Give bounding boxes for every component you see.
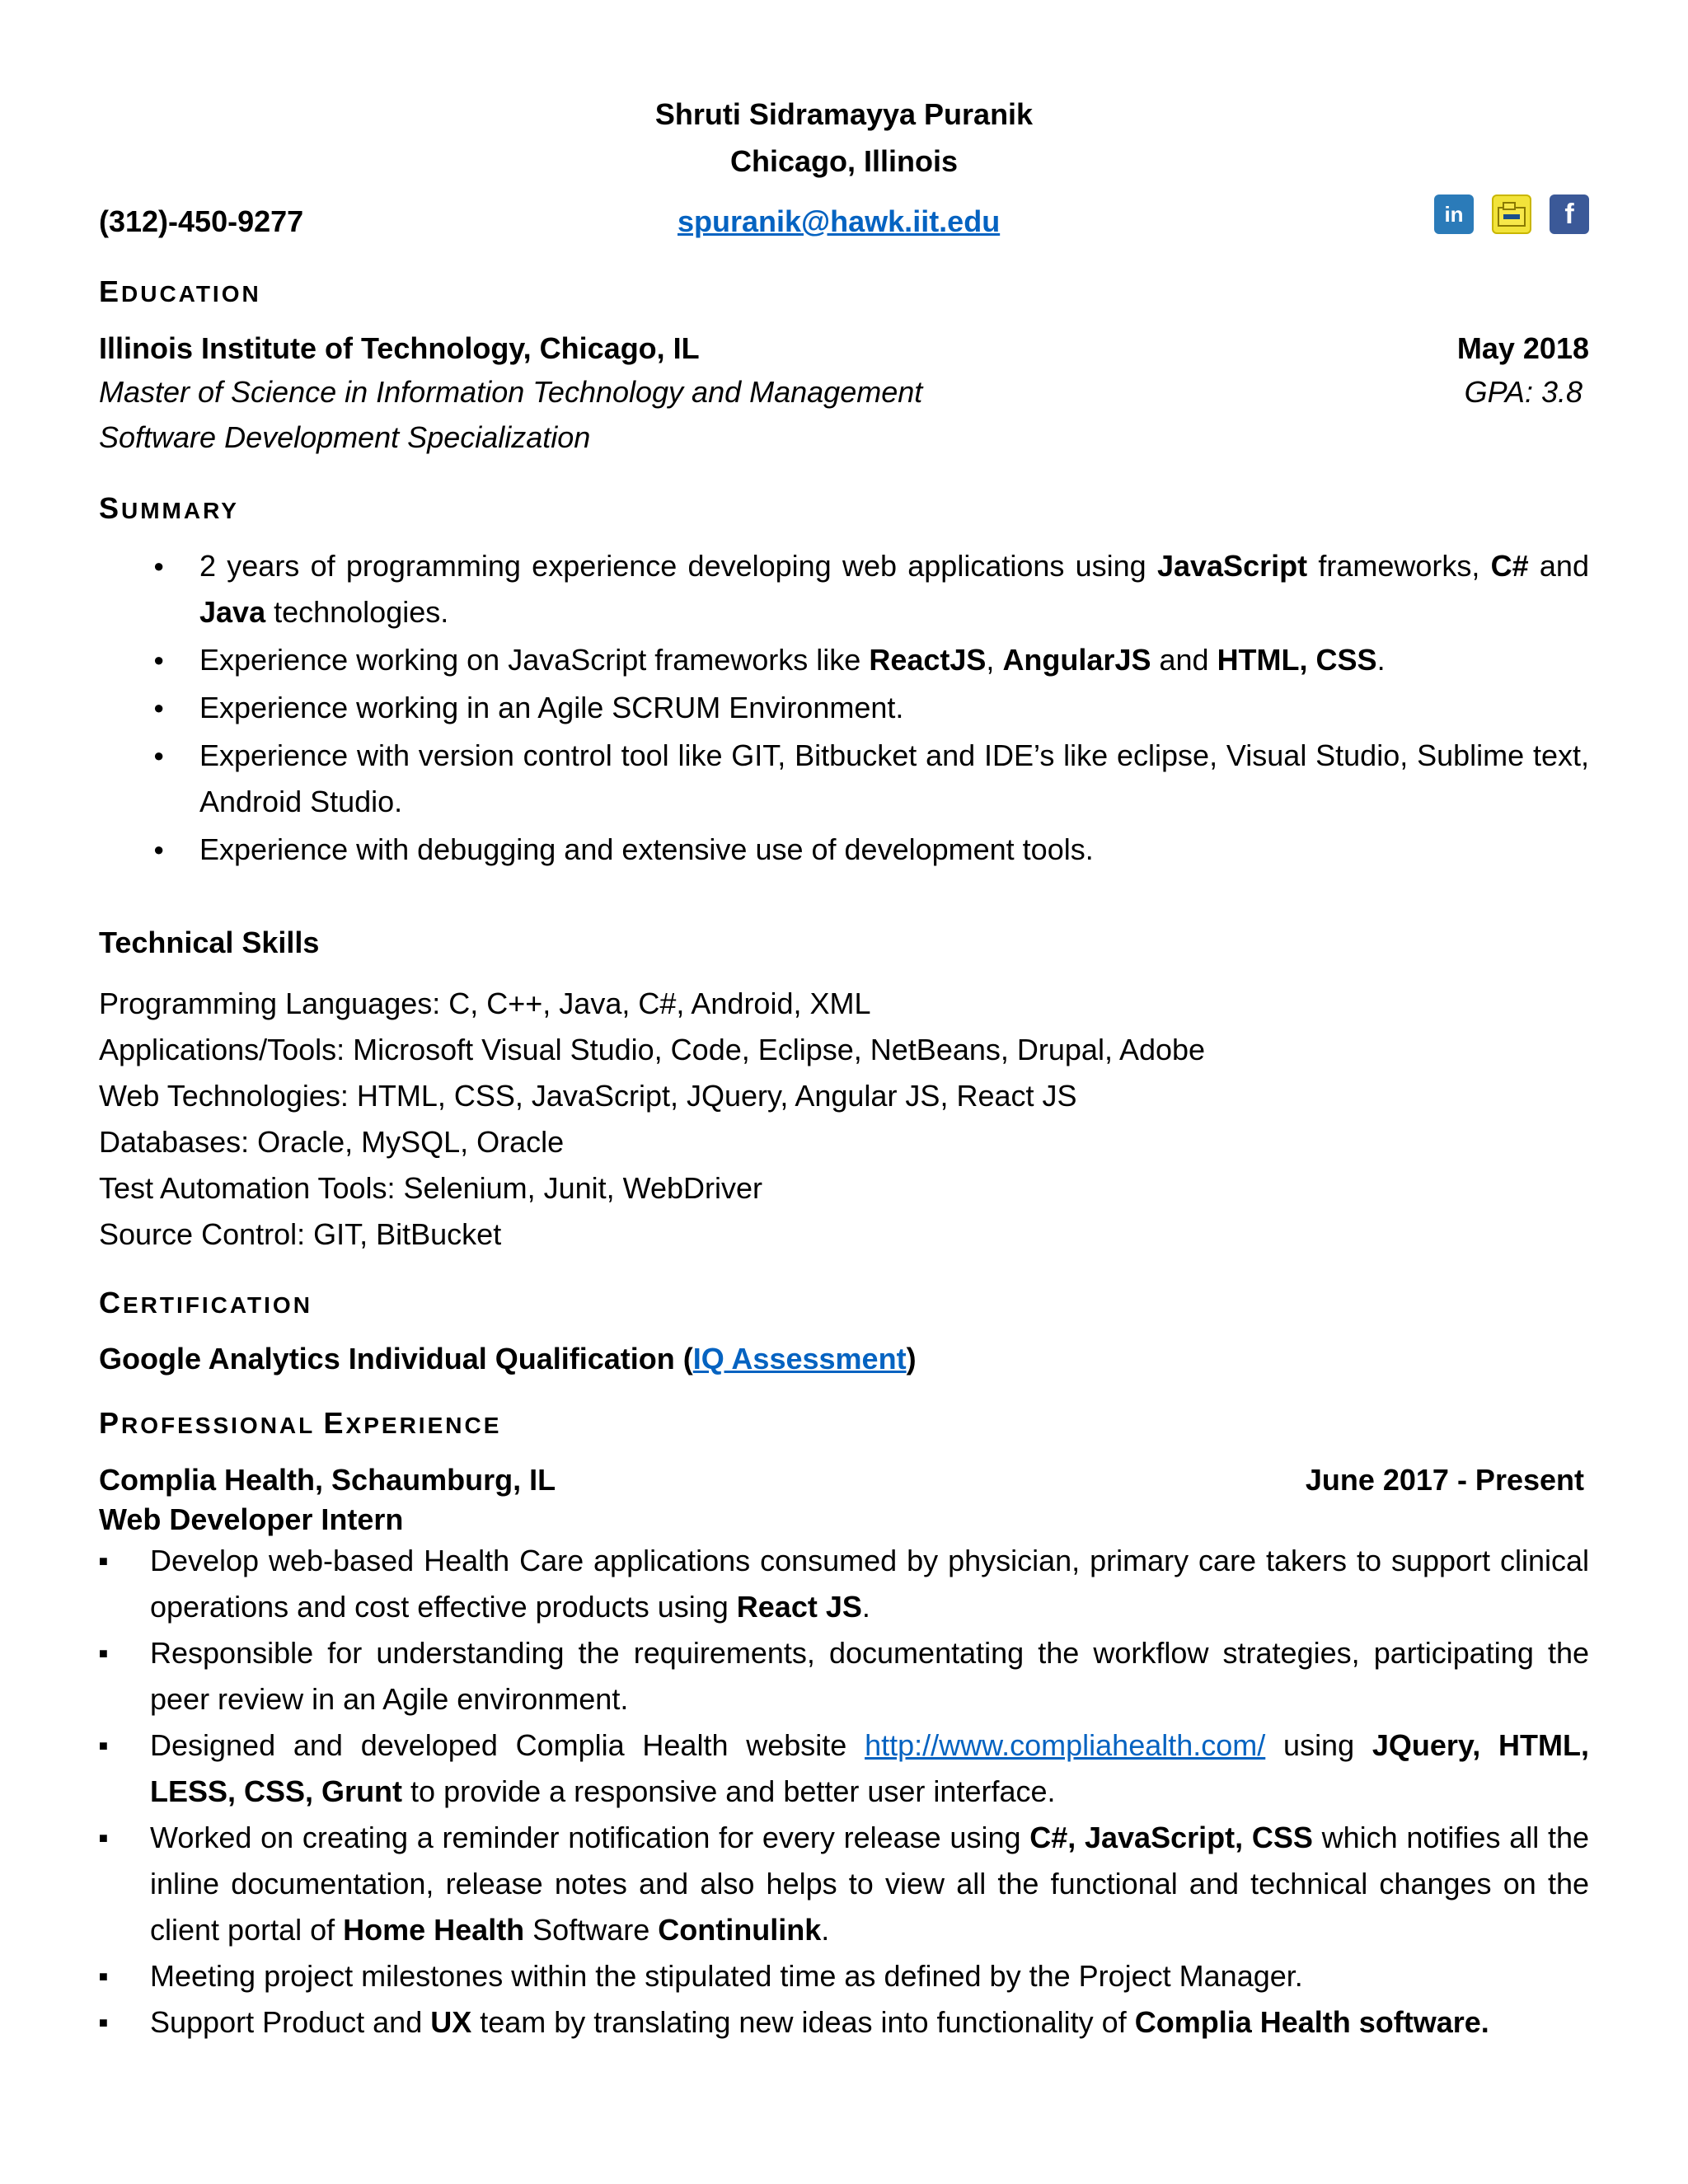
social-links xyxy=(1434,194,1589,234)
experience-item: ■ Support Product and UX team by translating new ideas into functionality of Complia Health software. xyxy=(99,1999,1589,2046)
degree: Master of Science in Information Technology and Management xyxy=(99,375,923,409)
company-name: Complia Health, Schaumburg, IL xyxy=(99,1463,556,1497)
experience-item: ■ Responsible for understanding the requirements, documentating the workflow strategies, participating the peer review in an Agile environment. xyxy=(99,1630,1589,1722)
portfolio-icon[interactable] xyxy=(1492,194,1531,234)
school-name: Illinois Institute of Technology, Chicago, IL xyxy=(99,331,700,365)
specialization: Software Development Specialization xyxy=(99,420,591,454)
candidate-name: Shruti Sidramayya Puranik xyxy=(654,97,1034,131)
certification-item: Google Analytics Individual Qualification (IQ Assessment) xyxy=(99,1342,917,1376)
company-row xyxy=(99,1463,1589,1497)
summary-item: ● Experience working in an Agile SCRUM Environment. xyxy=(99,685,1589,731)
experience-item: ■ Worked on creating a reminder notification for every release using C#, JavaScript, CSS which notifies all the inline documentation, release notes and also helps to view all the functional and technical changes on the client portal of Home Health Software Continulink. xyxy=(99,1815,1589,1953)
summary-item: ● Experience working on JavaScript frameworks like ReactJS, AngularJS and HTML, CSS. xyxy=(99,637,1589,683)
experience-list xyxy=(99,1538,1589,2046)
experience-item: ■ Designed and developed Complia Health website http://www.compliahealth.com/ using JQuery, HTML, LESS, CSS, Grunt to provide a responsive and better user interface. xyxy=(99,1722,1589,1815)
certification-heading: CERTIFICATION xyxy=(99,1286,312,1319)
summary-heading: SUMMARY xyxy=(99,491,239,525)
job-dates: June 2017 - Present xyxy=(1305,1463,1584,1497)
education-school-row xyxy=(99,331,1589,366)
experience-heading: PROFESSIONAL EXPERIENCE xyxy=(99,1406,502,1440)
education-degree-row xyxy=(99,375,1589,410)
skill-line: Test Automation Tools: Selenium, Junit, WebDriver xyxy=(99,1171,763,1205)
experience-item: ■ Meeting project milestones within the stipulated time as defined by the Project Manager. xyxy=(99,1953,1589,1999)
contact-row xyxy=(99,198,1589,246)
skill-line: Programming Languages: C, C++, Java, C#, Android, XML xyxy=(99,987,871,1020)
resume-page xyxy=(99,0,1589,2184)
summary-item: ● 2 years of programming experience developing web applications using JavaScript frameworks, C# and Java technologies. xyxy=(99,543,1589,635)
summary-list xyxy=(99,543,1589,874)
gpa: GPA: 3.8 xyxy=(1464,375,1582,409)
candidate-location: Chicago, Illinois xyxy=(729,144,959,178)
facebook-icon[interactable]: f xyxy=(1550,194,1589,234)
skill-line: Web Technologies: HTML, CSS, JavaScript, JQuery, Angular JS, React JS xyxy=(99,1079,1077,1113)
skill-line: Source Control: GIT, BitBucket xyxy=(99,1217,502,1251)
experience-item: ■ Develop web-based Health Care applications consumed by physician, primary care takers to support clinical operations and cost effective products using React JS. xyxy=(99,1538,1589,1630)
summary-item: ● Experience with debugging and extensive use of development tools. xyxy=(99,827,1589,873)
education-heading: EDUCATION xyxy=(99,274,261,308)
email-link[interactable]: spuranik@hawk.iit.edu xyxy=(678,204,1001,238)
job-role: Web Developer Intern xyxy=(99,1502,404,1536)
summary-item: ● Experience with version control tool like GIT, Bitbucket and IDE’s like eclipse, Visual Studio, Sublime text, Android Studio. xyxy=(99,733,1589,825)
skill-line: Databases: Oracle, MySQL, Oracle xyxy=(99,1125,565,1159)
complia-website-link[interactable]: http://www.compliahealth.com/ xyxy=(865,1728,1266,1762)
phone-number: (312)-450-9277 xyxy=(99,204,304,238)
linkedin-icon[interactable]: in xyxy=(1434,194,1474,234)
iq-assessment-link[interactable]: IQ Assessment xyxy=(692,1342,907,1376)
graduation-date: May 2018 xyxy=(1456,331,1589,365)
skill-line: Applications/Tools: Microsoft Visual Studio, Code, Eclipse, NetBeans, Drupal, Adobe xyxy=(99,1033,1206,1066)
skills-heading: Technical Skills xyxy=(99,926,320,959)
